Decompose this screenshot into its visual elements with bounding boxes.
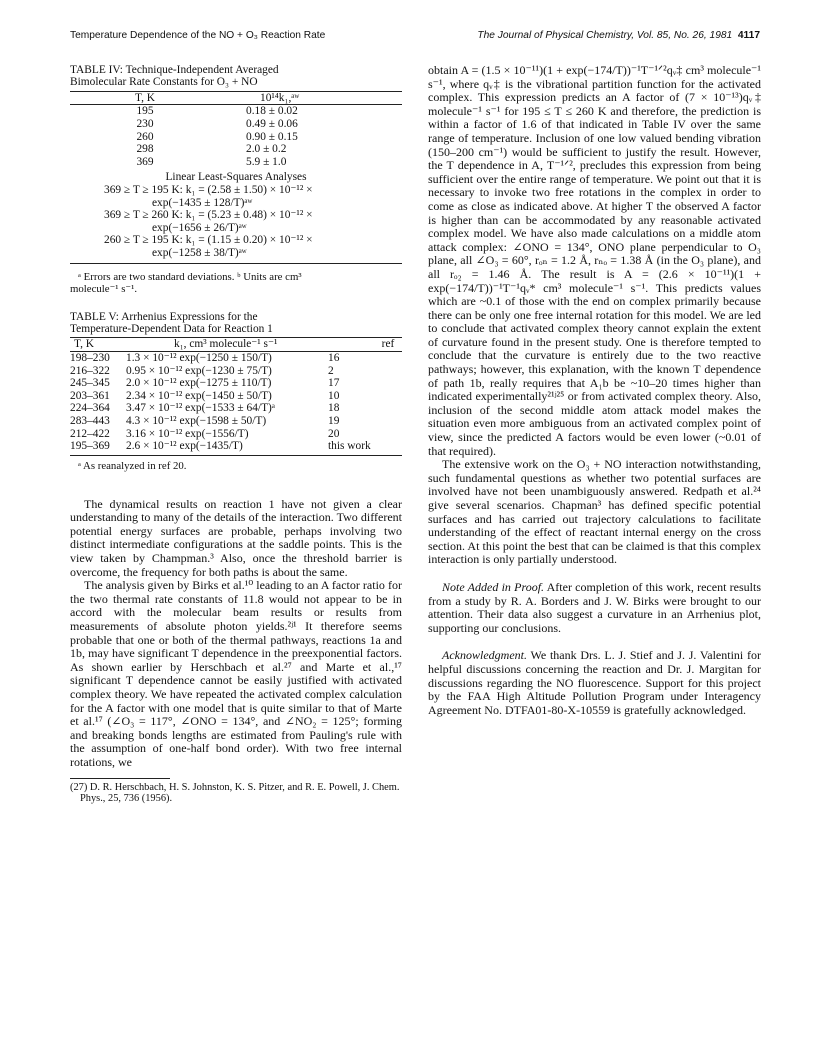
cell-rate-constant: 0.18 ± 0.02 (246, 105, 298, 118)
cell-ref: this work (328, 440, 371, 453)
running-head (70, 30, 760, 46)
table-v-grid (70, 338, 402, 351)
table-row (70, 131, 402, 144)
cell-ref: 10 (328, 389, 340, 402)
note-added-in-proof (428, 581, 761, 635)
cell-rate-expression: 2.0 × 10⁻¹² exp(−1275 ± 110/T) (126, 377, 272, 390)
spacer (70, 295, 402, 311)
acknowledgment-label: Acknowledgment. (442, 648, 527, 663)
cell-rate-expression: 2.34 × 10⁻¹² exp(−1450 ± 50/T) (126, 389, 272, 402)
column-header-rate-expression: k₁, cm³ molecule⁻¹ s⁻¹ (174, 338, 278, 351)
cell-temperature: 198–230 (70, 351, 110, 364)
cell-rate-expression: 4.3 × 10⁻¹² exp(−1598 ± 50/T) (126, 414, 267, 427)
table-v-caption-line2: Temperature-Dependent Data for Reaction 1 (70, 322, 273, 335)
table-rule (70, 455, 402, 456)
cell-temperature: 260 (136, 130, 154, 143)
table-row (70, 118, 402, 131)
least-squares-line: exp(−1656 ± 26/T)ᵃʷ (152, 221, 247, 234)
body-paragraph: The analysis given by Birks et al.¹⁰ leading to an A factor ratio for the two thermal rate constants of 11.8 would not appear to be in accord with the molecular beam results or results from measurements of absolute photon yields.²ʲ¹ It therefore seems probable that one or both of the thermal pathways, reactions 1a and 1b, may have significant T dependence in the preexponential factors. As shown earlier by Herschbach et al.²⁷ and Marte et al.,¹⁷ significant T dependence cannot be easily justified with activated complex theory. We have repeated the activated complex calculation for the A factor with one model that is quite similar to that of Marte et al.¹⁷ (∠O₃ = 117°, ∠ONO = 134°, and ∠NO₂ = 125°; forming and breaking bonds lengths are estimated from Pauling's rule with the assumption of one-half bond order). With two free internal rotations, we (70, 578, 402, 769)
cell-rate-constant: 0.49 ± 0.06 (246, 118, 298, 130)
cell-ref: 19 (328, 414, 340, 427)
cell-temperature: 245–345 (70, 377, 110, 390)
cell-rate-expression: 2.6 × 10⁻¹² exp(−1435/T) (126, 440, 243, 453)
table-row (70, 105, 402, 118)
footnote-rule (70, 778, 170, 779)
table-header-row (70, 338, 402, 351)
table-iv-caption-line1: TABLE IV: Technique-Independent Averaged (70, 64, 279, 76)
journal-name: The Journal of Physical Chemistry, Vol. 85, No. 26, 1981 (477, 30, 733, 41)
cell-rate-expression: 1.3 × 10⁻¹² exp(−1250 ± 150/T) (126, 351, 272, 364)
least-squares-line: exp(−1435 ± 128/T)ᵃʷ (152, 196, 253, 209)
table-row (70, 156, 402, 169)
column-header-temperature: T, K (134, 91, 156, 104)
table-iv-body (70, 105, 402, 168)
note-text: After completion of this work, recent results from a study by R. A. Borders and J. W. Birks were brought to our attention. Their data also suggest a curvature in an Arrhenius plot, supporting our conclusions. (428, 579, 761, 635)
cell-temperature: 283–443 (70, 414, 110, 427)
table-row (70, 440, 402, 453)
column-header-temperature: T, K (74, 338, 95, 351)
table-iv-footnote-cont: molecule⁻¹ s⁻¹. (70, 282, 138, 295)
table-row (70, 402, 402, 415)
cell-rate-constant: 2.0 ± 0.2 (246, 143, 287, 156)
least-squares-line: 369 ≥ T ≥ 195 K: k₁ = (2.58 ± 1.50) × 10⁻¹² × (104, 183, 313, 196)
column-header-rate-constant: 10¹⁴k₁,ᵃʷ (260, 91, 300, 104)
table-row (70, 415, 402, 428)
cell-ref: 2 (328, 364, 334, 377)
table-row (70, 352, 402, 365)
column-header-ref: ref (381, 338, 395, 351)
table-iv-grid (70, 92, 402, 105)
least-squares-line: 260 ≥ T ≥ 195 K: k₁ = (1.15 ± 0.20) × 10⁻¹² × (104, 234, 313, 247)
cell-rate-constant: 5.9 ± 1.0 (246, 155, 287, 168)
running-title: Temperature Dependence of the NO + O₃ Reaction Rate (70, 30, 326, 41)
least-squares-line: 369 ≥ T ≥ 260 K: k₁ = (5.23 ± 0.48) × 10⁻¹² × (104, 209, 313, 222)
body-paragraph: The dynamical results on reaction 1 have not given a clear understanding to many of the details of the interaction. Two different potential energy surfaces are probable, perhaps involving two distinct intermediate configurations at the saddle points. This is the view taken by Champman.³ Also, once the threshold barrier is overcome, the frequency for both paths is about the same. (70, 496, 402, 579)
cell-temperature: 212–422 (70, 427, 110, 440)
cell-temperature: 195 (136, 105, 154, 118)
table-iv-caption-line2: Bimolecular Rate Constants for O₃ + NO (70, 76, 258, 89)
page-number: 4117 (737, 30, 760, 41)
cell-temperature: 216–322 (70, 364, 110, 377)
least-squares-analyses (70, 171, 402, 259)
cell-rate-expression: 3.47 × 10⁻¹² exp(−1533 ± 64/T)ᵃ (126, 402, 275, 415)
least-squares-heading: Linear Least-Squares Analyses (165, 171, 307, 184)
cell-temperature: 224–364 (70, 402, 110, 415)
table-rule (70, 263, 402, 264)
cell-ref: 16 (328, 351, 340, 364)
reference-27: (27) D. R. Herschbach, H. S. Johnston, K. S. Pitzer, and R. E. Powell, J. Chem. Phys., 25, 736 (1956). (70, 781, 400, 805)
cell-temperature: 369 (136, 155, 154, 168)
cell-temperature: 298 (136, 143, 154, 156)
table-row (70, 428, 402, 441)
note-label: Note Added in Proof. (442, 579, 545, 594)
table-iv-footnote: ᵃ Errors are two standard deviations. ᵇ Units are cm³ (78, 270, 302, 283)
cell-temperature: 195–369 (70, 440, 110, 453)
table-v (70, 311, 402, 472)
table-iv (70, 64, 402, 295)
cell-rate-expression: 0.95 × 10⁻¹² exp(−1230 ± 75/T) (126, 364, 272, 377)
left-column (70, 64, 402, 805)
table-header-row (70, 92, 402, 105)
table-v-caption-line1: TABLE V: Arrhenius Expressions for the (70, 310, 258, 323)
cell-temperature: 230 (136, 118, 154, 130)
table-row (70, 390, 402, 403)
cell-ref: 17 (328, 377, 340, 390)
table-row (70, 143, 402, 156)
cell-rate-expression: 3.16 × 10⁻¹² exp(−1556/T) (126, 427, 249, 440)
table-row (70, 377, 402, 390)
spacer (428, 635, 761, 649)
table-v-body (70, 352, 402, 453)
spacer (70, 472, 402, 498)
cell-temperature: 203–361 (70, 389, 110, 402)
body-paragraph: obtain A = (1.5 × 10⁻¹¹)(1 + exp(−174/T))⁻¹T⁻¹ᐟ²qᵥ‡ cm³ molecule⁻¹ s⁻¹, where qᵥ‡ is the vibrational partition function for the activated complex. This expression predicts an A factor of (7 × 10⁻¹³)qᵥ‡ molecule⁻¹ s⁻¹ for 195 ≤ T ≤ 260 K and therefore, the prediction is within a factor of 1.6 of that indicated in Table IV over the same range of temperature. Inclusion of one low valued bending vibration (150–200 cm⁻¹) would be sufficient to justify the result. However, the T dependence in A, T⁻¹ᐟ², precludes this expression from being sufficient over the entire range of temperature. We point out that it is necessary to invoke two free rotations in the complex in order to come as close as indicated above. At higher T the observed A factor is higher than can be accommodated by any reasonable activated complex model. We have also made calculations on a middle atom attack complex: ∠ONO = 134°, ONO plane perpendicular to O₃ plane, all ∠O₃ = 60°, rₒₙ = 1.2 Å, rₙₒ = 1.38 Å (in the O₃ plane), and all rₒ₂ = 1.46 Å. The result is A = (2.6 × 10⁻¹¹)(1 + exp(−174/T))⁻¹T⁻¹qᵥ* cm³ molecule⁻¹ s⁻¹. This predicts values which are ~0.1 of those with the end on complex primarily because there can be only one free internal rotation for this model. We are led to conclude that activated complex theory cannot explain the extent of curvature found in the present study. One is therefore tempted to conclude that the curvature is entirely due to the two reactive pathways; however, this explanation, with the known T dependence of path 1b, really requires that A₁b be ~10–20 times higher than indicated experimentally²¹ʲ²⁵ or from activated complex theory. Also, inclusion of the second middle atom attack model makes the situation even more ambiguous from an activated complex point of view, since the predicted A factors would be even lower (~0.01 of that required). (428, 63, 761, 458)
acknowledgment (428, 649, 761, 717)
body-paragraph: The extensive work on the O₃ + NO interaction notwithstanding, such fundamental questions as whether two potential surfaces are involved have not been unambiguously answered. Redpath et al.²⁴ give several scenarios. Chapman³ has defined specific potential surfaces and has carried out trajectory calculations to facilitate understanding of the effect of reactant internal energy on the cross section. At this point the best that can be claimed is that this complex interaction is only partially understood. (428, 457, 761, 567)
spacer (428, 567, 761, 581)
journal-citation (477, 30, 760, 41)
cell-ref: 18 (328, 402, 340, 415)
cell-rate-constant: 0.90 ± 0.15 (246, 130, 298, 143)
least-squares-line: exp(−1258 ± 38/T)ᵃʷ (152, 246, 247, 259)
right-column (428, 64, 761, 717)
table-v-footnote: ᵃ As reanalyzed in ref 20. (78, 459, 187, 472)
table-row (70, 365, 402, 378)
cell-ref: 20 (328, 427, 340, 440)
acknowledgment-text: We thank Drs. L. J. Stief and J. J. Valentini for helpful discussions concerning the reaction and Dr. J. Margitan for discussions regarding the NO fluorescence. Support for this project by the FAA High Altitude Pollution Program under Interagency Agreement No. DTFA01-80-X-10559 is gratefully acknowledged. (428, 648, 761, 717)
